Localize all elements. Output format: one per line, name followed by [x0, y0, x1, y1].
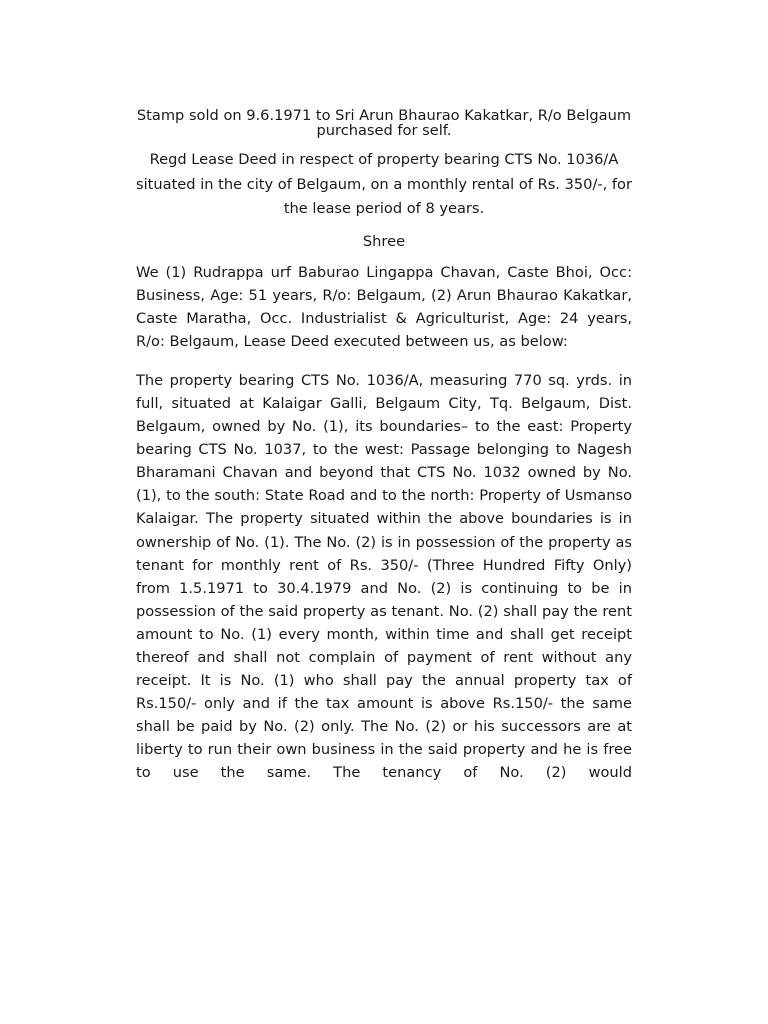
- document-page: [136, 108, 632, 785]
- stamp-note: Stamp sold on 9.6.1971 to Sri Arun Bhaurao Kakatkar, R/o Belgaum purchased for self.: [136, 107, 632, 139]
- paragraph-parties: We (1) Rudrappa urf Baburao Lingappa Chavan, Caste Bhoi, Occ: Business, Age: 51 years, R/o: Belgaum, (2) Arun Bhaurao Kakatkar, Caste Maratha, Occ. Industrialist & Agriculturist, Age: 24 years, R/o: Belgaum, Lease Deed executed between us, as below:: [136, 263, 632, 350]
- invocation-text: Shree: [362, 232, 406, 250]
- paragraph-property: The property bearing CTS No. 1036/A, measuring 770 sq. yrds. in full, situated at Kalaigar Galli, Belgaum City, Tq. Belgaum, Dist. Belgaum, owned by No. (1), its boundaries– to the east: Property bearing CTS No. 1037, to the west: Passage belonging to Nagesh Bharamani Chavan and beyond that CTS No. 1032 owned by No. (1), to the south: State Road and to the north: Property of Usmanso Kalaigar. The property situated within the above boundaries is in ownership of No. (1). The No. (2) is in possession of the property as tenant for monthly rent of Rs. 350/- (Three Hundred Fifty Only) from 1.5.1971 to 30.4.1979 and No. (2) is continuing to be in possession of the said property as tenant. No. (2) shall pay the rent amount to No. (1) every month, within time and shall get receipt thereof and shall not complain of payment of rent without any receipt. It is No. (1) who shall pay the annual property tax of Rs.150/- only and if the tax amount is above Rs.150/- the same shall be paid by No. (2) only. The No. (2) or his successors are at liberty to run their own business in the said property and he is free to use the same. The tenancy of No. (2) would: [136, 371, 632, 782]
- deed-heading: Regd Lease Deed in respect of property bearing CTS No. 1036/A situated in the city of Belgaum, on a monthly rental of Rs. 350/-, for the lease period of 8 years.: [136, 151, 632, 217]
